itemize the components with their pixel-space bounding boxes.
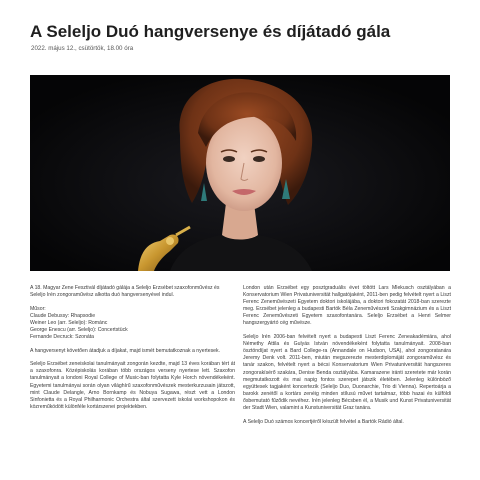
right-column bbox=[243, 285, 451, 432]
article-photo bbox=[30, 75, 450, 271]
bio-paragraph: Seleljo Erzsébet zeneiskolai tanulmányait zongorán kezdte, majd 13 éves korában tért át a szaxofonra. Középiskolás korában több országos verseny nyertese lett. Szaxofon tanulmányait a londoni Royal College of Music-ban folytatta Kyle Horch növendékeként. Egyetemi tanulmányai során olyan világhírű szaxofonművészek mesterkurzusain játszott, mint Claude Delangle, Arno Bornkamp és Nobuya Sugawa, részt vett a London Sinfonietta és a Royal Philharmonic Orchestra által szervezett iskolai workshopokon és közreműködött különféle kortárszenei projektekben. bbox=[30, 361, 235, 410]
portrait-image bbox=[30, 75, 450, 271]
program-item: Claude Debussy: Rhapsodie bbox=[30, 312, 96, 319]
award-note: A hangversenyt követően átadjuk a díjakat, majd ismét bemutatkoznak a nyertesek. bbox=[30, 347, 221, 354]
event-date: 2022. május 12., csütörtök, 18.00 óra bbox=[31, 45, 134, 52]
bio-paragraph-continued: London után Erzsébet egy posztgraduális évet töltött Lars Mlekusch osztályában a Konservatorium Wien Privatuniversität hallgatójaként, 2011-ben pedig felvételt nyert a Liszt Ferenc Zeneművészeti Egyetem doktori iskolájába, a doktori fokozatát 2018-ban szerezte meg. Erzsébet jelenleg a budapesti Bartók Béla Zeneművészeti Szakgimnázium és a Liszt Ferenc Zeneművészeti Egyetem szaxofontanára. Seleljo Erzsébet a Henri Selmer hangszergyártó cég művésze. bbox=[243, 285, 451, 327]
program-item: George Enescu (arr. Seleljo): Concertstück bbox=[30, 326, 128, 333]
left-column bbox=[30, 285, 235, 417]
program-item: Fernande Decruck: Szonáta bbox=[30, 334, 95, 341]
intro-paragraph: A 18. Magyar Zene Fesztivál díjátadó gálája a Seleljo Erzsébet szaxofonművész és Seleljo Irén zongoraművész alkotta duó hangversenyével indul. bbox=[30, 285, 220, 299]
program-item: Weiner Leo (arr. Seleljo): Románc bbox=[30, 319, 108, 326]
article-title: A Seleljo Duó hangversenye és díjátadó gála bbox=[30, 22, 391, 41]
pianist-bio-paragraph: Seleljo Irén 2006-ban felvételt nyert a budapesti Liszt Ferenc Zeneakadémiára, ahol Némethy Attila és Gulyás István növendékeként folytatta tanulmányait. 2008-ban ösztöndíjat nyert a Bard College-ra (Annandale on Hudson, USA), ahol zongoratanára Jeremy Denk volt. 2011-ben, miután megszerezte mesterdiplomáját zongoraművész és tanár szakon, felvételt nyert a bécsi Konservatorium Wien Privatuniversität hangszeres zongorakísérő szakára, Denise Benda osztályába. Kamarazene iránti szeretete már korán megmutatkozott és mai napig fontos szerepet játszik életében. Jelenleg különböző együttesek tagjaként koncertezik (Seleljo Duo, Duonarchie, Trio di Vienna). Repertoárja a barokk zenétől a kortárs zenéig minden stílusú művet tartalmaz, több hazai és külföldi ősbemutató fűződik nevéhez. Irén jelenleg Bécsben él, a Musik und Kunst Privatuniversität der Stadt Wien, valamint a Kunstuniversität Graz tanára. bbox=[243, 334, 451, 411]
program-heading: Műsor: bbox=[30, 305, 46, 312]
recording-note: A Seleljo Duó számos koncertjéről készült felvétel a Bartók Rádió által. bbox=[243, 418, 404, 425]
